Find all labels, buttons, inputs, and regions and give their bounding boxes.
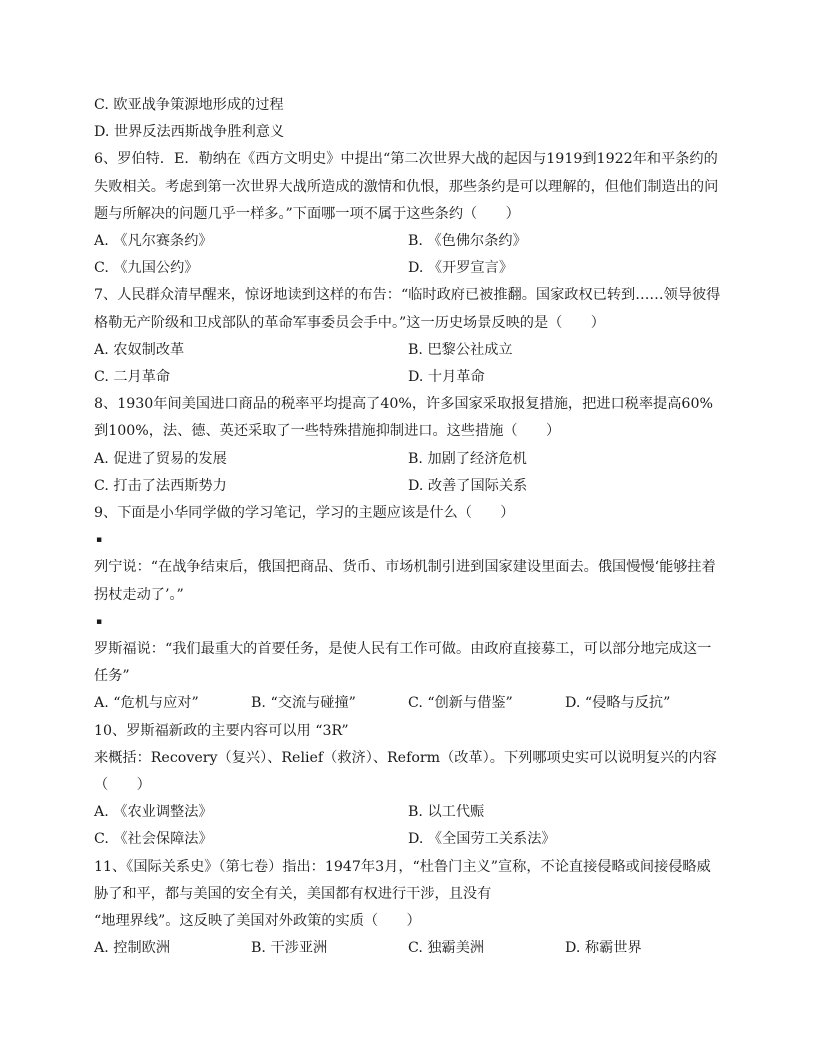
q11-option-a: A. 控制欧洲 bbox=[94, 940, 171, 957]
q9-option-d: D. “侵略与反抗” bbox=[565, 695, 671, 712]
q6-stem: 6、罗伯特．E．勒纳在《西方文明史》中提出“第二次世界大战的起因与1919到1922年和平条约的失败相关。考虑到第一次世界大战所造成的激情和仇恨，那些条约是可以理解的，但他们制造出的问题与所解决的问题几乎一样多。”下面哪一项不属于这些条约（ ） bbox=[94, 151, 719, 222]
q8-options-row-2 bbox=[94, 473, 724, 500]
q11-option-d: D. 称霸世界 bbox=[565, 940, 642, 957]
q6-options-row-1 bbox=[94, 228, 724, 255]
q9-options-row bbox=[94, 690, 724, 717]
q11-option-b: B. 干涉亚洲 bbox=[251, 940, 328, 957]
q11-option-c: C. 独霸美洲 bbox=[408, 940, 485, 957]
q11-stem-line-1: 11、《国际关系史》（第七卷）指出：1947年3月，“杜鲁门主义”宣称，不论直接侵略或间接侵略威胁了和平，都与美国的安全有关，美国都有权进行干涉，且没有 bbox=[94, 858, 711, 902]
q10-stem-line-2: 来概括：Recovery（复兴）、Relief（救济）、Reform（改革）。下列哪项史实可以说明复兴的内容（ ） bbox=[94, 749, 717, 794]
question-content bbox=[94, 92, 724, 963]
q7-option-d: D. 十月革命 bbox=[408, 369, 485, 386]
q9-stem: 9、下面是小华同学做的学习笔记，学习的主题应该是什么（ ） bbox=[94, 505, 515, 522]
q7-option-b: B. 巴黎公社成立 bbox=[408, 341, 513, 358]
q8-option-d: D. 改善了国际关系 bbox=[408, 477, 528, 494]
q10-option-a: A. 《农业调整法》 bbox=[94, 804, 213, 821]
q6-option-c: C. 《九国公约》 bbox=[94, 260, 199, 277]
q8-option-b: B. 加剧了经济危机 bbox=[408, 450, 527, 467]
q7-option-a: A. 农奴制改革 bbox=[94, 341, 185, 358]
q5-option-d: D. 世界反法西斯战争胜利意义 bbox=[94, 124, 285, 141]
q9-option-c: C. “创新与借鉴” bbox=[408, 695, 513, 712]
q9-option-b: B. “交流与碰撞” bbox=[251, 695, 356, 712]
q11-stem-line-2: “地理界线”。这反映了美国对外政策的实质（ ） bbox=[94, 913, 421, 930]
q10-options-row-1 bbox=[94, 799, 724, 826]
q8-option-c: C. 打击了法西斯势力 bbox=[94, 477, 227, 494]
q7-stem: 7、人民群众清早醒来，惊讶地读到这样的布告：“临时政府已被推翻。国家政权已转到……领导彼得格勒无产阶级和卫戍部队的革命军事委员会手中。”这一历史场景反映的是（ ） bbox=[94, 287, 721, 331]
q10-option-c: C. 《社会保障法》 bbox=[94, 831, 213, 848]
q10-option-d: D. 《全国劳工关系法》 bbox=[408, 831, 556, 848]
q6-option-b: B. 《色佛尔条约》 bbox=[408, 233, 527, 250]
q8-option-a: A. 促进了贸易的发展 bbox=[94, 450, 227, 467]
q6-option-d: D. 《开罗宣言》 bbox=[408, 260, 514, 277]
q10-options-row-2 bbox=[94, 826, 724, 853]
q11-options-row bbox=[94, 935, 724, 962]
q7-options-row-1 bbox=[94, 337, 724, 364]
bullet-icon: ▪ bbox=[96, 535, 103, 546]
q9-note-lenin: 列宁说：“在战争结束后，俄国把商品、货币、市场机制引进到国家建设里面去。俄国慢慢‘能够拄着拐杖走动了’。” bbox=[94, 559, 716, 603]
q8-options-row-1 bbox=[94, 446, 724, 473]
q8-stem: 8、1930年间美国进口商品的税率平均提高了40%，许多国家采取报复措施，把进口税率提高60%到100%，法、德、英还采取了一些特殊措施抑制进口。这些措施（ ） bbox=[94, 396, 713, 440]
q9-option-a: A. “危机与应对” bbox=[94, 695, 199, 712]
bullet-icon: ▪ bbox=[96, 616, 103, 627]
q10-option-b: B. 以工代赈 bbox=[408, 804, 485, 821]
q7-options-row-2 bbox=[94, 364, 724, 391]
q7-option-c: C. 二月革命 bbox=[94, 369, 171, 386]
q6-option-a: A. 《凡尔赛条约》 bbox=[94, 233, 213, 250]
q5-option-c: C. 欧亚战争策源地形成的过程 bbox=[94, 97, 284, 113]
q6-options-row-2 bbox=[94, 255, 724, 282]
q9-note-roosevelt: 罗斯福说：“我们最重大的首要任务，是使人民有工作可做。由政府直接募工，可以部分地完成这一任务” bbox=[94, 641, 712, 685]
q10-stem-line-1: 10、罗斯福新政的主要内容可以用 “3R” bbox=[94, 722, 349, 739]
